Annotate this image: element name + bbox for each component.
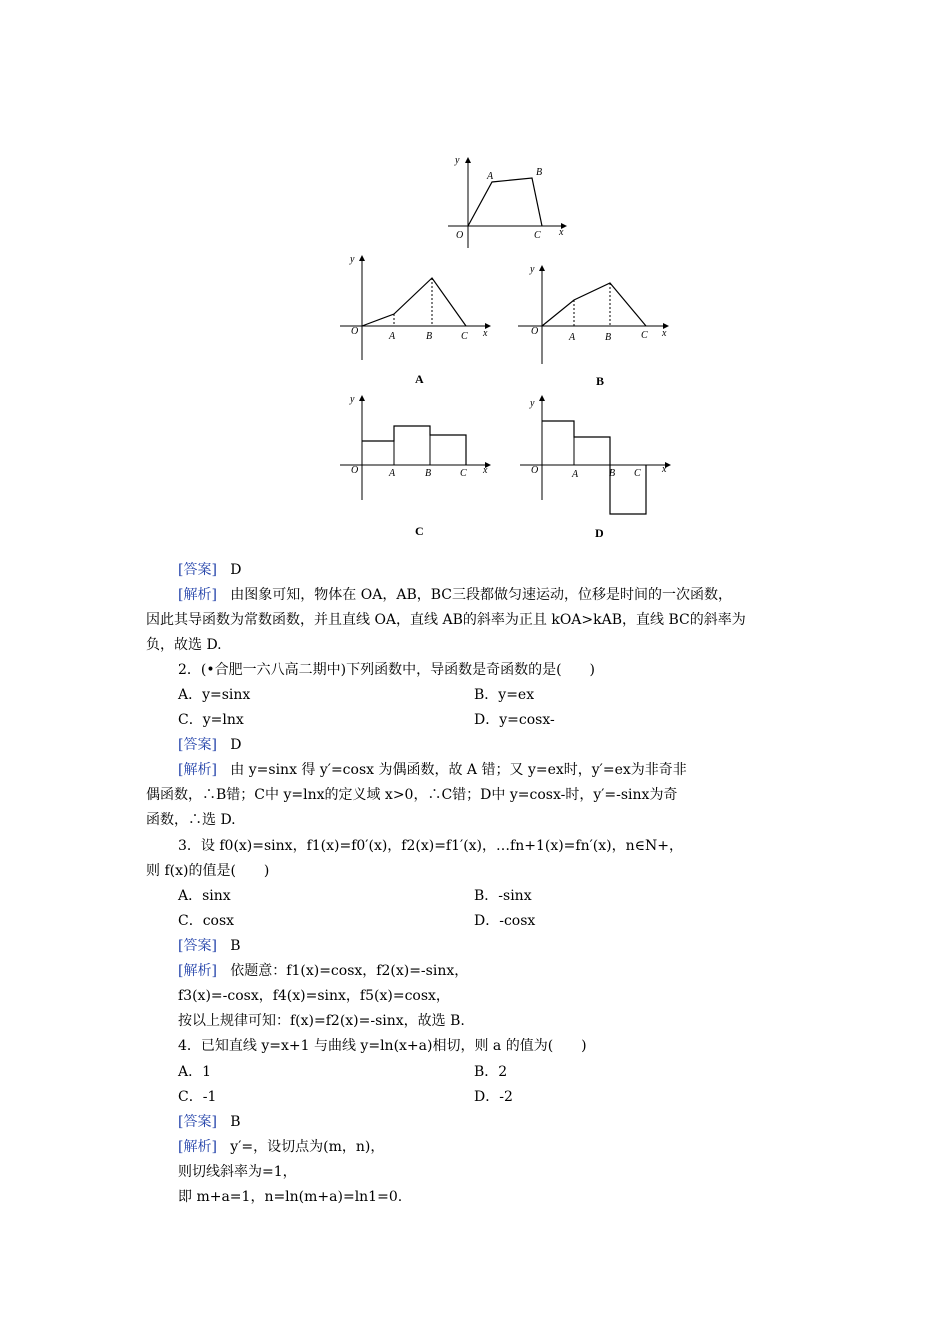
main-b-label: B (536, 167, 543, 178)
q2-options-row1 (178, 685, 778, 705)
opt-b-o-label: O (531, 326, 539, 337)
opt-c-caption: C (415, 524, 424, 538)
q3-answer: B (230, 938, 241, 954)
opt-d-caption: D (595, 526, 604, 540)
analysis-tag: [解析] (178, 587, 217, 603)
q4-analysis-line3: 即 m+a=1，n=ln(m+a)=ln1=0. (178, 1189, 403, 1205)
q2-analysis-line1 (178, 760, 687, 780)
q2-stem: 2．(•合肥一六八高二期中)下列函数中，导函数是奇函数的是( ) (178, 662, 596, 678)
q2-analysis-line2: 偶函数，∴B错；C中 y=lnx的定义域 x>0，∴C错；D中 y=cosx-时，y′=-sinx为奇 (146, 787, 678, 803)
opt-b-x-label: x (662, 328, 667, 339)
opt-b-caption: B (596, 374, 605, 388)
q4-analysis-text1: y′=，设切点为(m，n)， (230, 1139, 385, 1155)
q4-option-d: D．-2 (474, 1089, 513, 1105)
opt-c-a-label: A (389, 468, 396, 479)
q3-analysis-text1: 依题意：f1(x)=cosx，f2(x)=-sinx， (230, 963, 469, 979)
option-c-graph (340, 396, 490, 500)
q4-option-c: C．-1 (178, 1089, 217, 1105)
q2-option-a: A．y=sinx (178, 687, 251, 703)
opt-a-x-label: x (483, 328, 488, 339)
opt-c-y-label: y (350, 394, 355, 405)
q4-option-b: B．2 (474, 1064, 508, 1080)
opt-c-x-label: x (483, 465, 488, 476)
opt-a-b-label: B (426, 331, 433, 342)
q3-option-c: C．cosx (178, 913, 235, 929)
q4-options-row1 (178, 1062, 778, 1082)
opt-a-y-label: y (350, 254, 355, 265)
main-x-label: x (559, 227, 564, 238)
q4-options-row2 (178, 1087, 778, 1107)
figure-canvas (0, 0, 950, 560)
opt-d-o-label: O (531, 465, 539, 476)
answer-tag: [答案] (178, 562, 217, 578)
q3-analysis-line2: f3(x)=-cosx，f4(x)=sinx，f5(x)=cosx， (178, 988, 450, 1004)
q4-stem: 4．已知直线 y=x+1 与曲线 y=ln(x+a)相切，则 a 的值为( ) (178, 1038, 587, 1054)
q3-stem-line2: 则 f(x)的值是( ) (146, 863, 270, 879)
q2-options-row2 (178, 710, 778, 730)
q4-analysis-line2: 则切线斜率为=1， (178, 1164, 297, 1180)
opt-d-c-label: C (634, 468, 641, 479)
q3-analysis-line3: 按以上规律可知：f(x)=f2(x)=-sinx，故选 B. (178, 1013, 465, 1029)
main-c-label: C (534, 230, 541, 241)
q3-option-b: B．-sinx (474, 888, 532, 904)
q3-options-row2 (178, 911, 778, 931)
q2-option-c: C．y=lnx (178, 712, 244, 728)
opt-c-o-label: O (351, 465, 359, 476)
q4-analysis-line1 (178, 1137, 384, 1157)
analysis-tag: [解析] (178, 762, 217, 778)
opt-a-caption: A (415, 372, 424, 386)
q4-option-a: A．1 (178, 1064, 212, 1080)
q1-analysis-line3: 负，故选 D. (146, 637, 222, 653)
q4-answer-line (178, 1112, 241, 1132)
option-d-graph (520, 396, 670, 514)
answer-tag: [答案] (178, 737, 217, 753)
q2-answer-line (178, 735, 242, 755)
main-o-label: O (456, 230, 464, 241)
main-a-label: A (487, 171, 494, 182)
figures (0, 0, 950, 560)
q3-analysis-line1 (178, 961, 468, 981)
q1-answer: D (230, 562, 242, 578)
analysis-tag: [解析] (178, 963, 217, 979)
opt-d-b-label: B (609, 468, 616, 479)
q1-analysis-text1: 由图象可知，物体在 OA，AB，BC三段都做匀速运动，位移是时间的一次函数， (230, 587, 732, 603)
opt-d-x-label: x (662, 464, 667, 475)
opt-a-a-label: A (389, 331, 396, 342)
answer-tag: [答案] (178, 938, 217, 954)
q3-answer-line (178, 936, 241, 956)
analysis-tag: [解析] (178, 1139, 217, 1155)
q1-analysis-line2: 因此其导函数为常数函数，并且直线 OA，直线 AB的斜率为正且 kOA>kAB，直线 BC的斜率为 (146, 612, 746, 628)
q2-option-b: B．y=ex (474, 687, 535, 703)
answer-tag: [答案] (178, 1114, 217, 1130)
q1-analysis-line1 (178, 585, 732, 605)
q4-answer: B (230, 1114, 241, 1130)
q3-option-a: A．sinx (178, 888, 231, 904)
main-graph (448, 158, 566, 248)
q2-answer: D (230, 737, 242, 753)
main-y-label: y (455, 155, 460, 166)
q1-answer-line (178, 560, 242, 580)
q2-analysis-line3: 函数，∴选 D. (146, 812, 236, 828)
opt-b-c-label: C (641, 330, 648, 341)
option-b-graph (518, 266, 668, 364)
q2-option-d: D．y=cosx- (474, 712, 555, 728)
q2-analysis-text1: 由 y=sinx 得 y′=cosx 为偶函数，故 A 错；又 y=ex时，y′=ex为非奇非 (230, 762, 687, 778)
option-a-graph (340, 256, 490, 360)
opt-c-c-label: C (460, 468, 467, 479)
opt-b-y-label: y (530, 264, 535, 275)
opt-a-c-label: C (461, 331, 468, 342)
opt-b-a-label: A (569, 332, 576, 343)
q3-options-row1 (178, 886, 778, 906)
opt-d-y-label: y (530, 398, 535, 409)
opt-b-b-label: B (605, 332, 612, 343)
opt-a-o-label: O (351, 326, 359, 337)
q3-option-d: D．-cosx (474, 913, 536, 929)
opt-c-b-label: B (425, 468, 432, 479)
q3-stem-line1: 3．设 f0(x)=sinx，f1(x)=f0′(x)，f2(x)=f1′(x)，…fn+1(x)=fn′(x)，n∈N+， (178, 838, 683, 854)
opt-d-a-label: A (572, 469, 579, 480)
